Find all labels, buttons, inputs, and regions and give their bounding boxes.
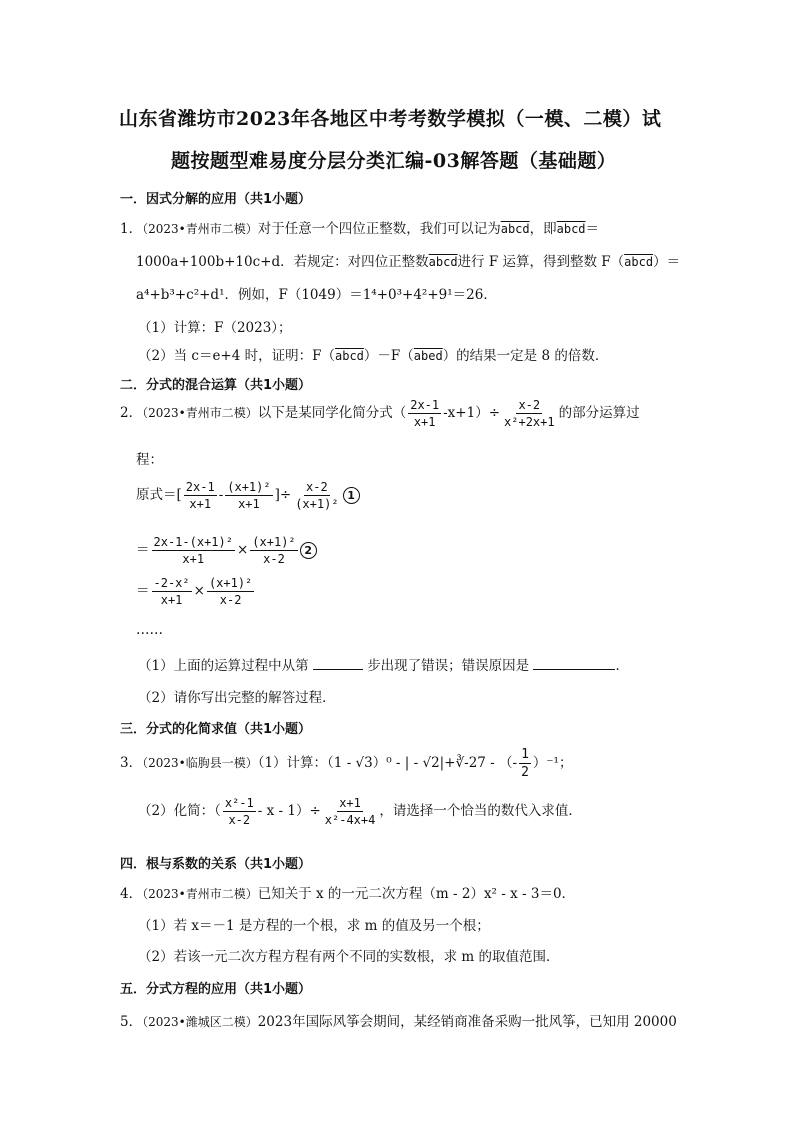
fraction bbox=[323, 796, 378, 827]
question-text: ）⁻¹； bbox=[532, 755, 573, 771]
page-title-line2: 题按题型难易度分层分类汇编-03解答题（基础题） bbox=[171, 150, 617, 172]
numerator: 2x-1 bbox=[410, 398, 440, 412]
section-heading-5: 五．分式方程的应用（共1小题） bbox=[120, 982, 312, 997]
question-text: ，即 bbox=[529, 221, 557, 237]
step-0 bbox=[136, 480, 360, 511]
step-text: - bbox=[218, 487, 224, 503]
overline-abcd: abcd bbox=[556, 222, 586, 236]
question-source: （2023•潍城区二模） bbox=[142, 1015, 258, 1029]
question-1-line2 bbox=[136, 250, 680, 270]
denominator: (x+1)² bbox=[295, 497, 339, 511]
circled-marker-1: 1 bbox=[343, 487, 360, 504]
numerator: (x+1)² bbox=[208, 576, 253, 590]
ellipsis: …… bbox=[136, 622, 163, 638]
step-text: 原式＝[ bbox=[136, 487, 182, 503]
fraction bbox=[225, 480, 272, 511]
circled-marker-2: 2 bbox=[300, 542, 317, 559]
question-text: （1）上面的运算过程中从第 bbox=[138, 658, 309, 674]
question-4-sub2: （2）若该一元二次方程方程有两个不同的实数根，求 m 的取值范围． bbox=[138, 949, 560, 965]
denominator: 2 bbox=[521, 765, 529, 780]
question-text: 的部分运算过 bbox=[558, 405, 640, 421]
fraction bbox=[152, 576, 192, 607]
question-text: （2）当 c＝e+4 时，证明：F（ bbox=[138, 348, 335, 364]
fraction bbox=[184, 480, 217, 511]
denominator: x-2 bbox=[228, 813, 251, 827]
numerator: 2x-1 bbox=[185, 480, 215, 494]
section-heading-3: 三．分式的化简求值（共1小题） bbox=[120, 722, 312, 737]
question-3-sub2 bbox=[138, 796, 582, 827]
question-number: 1． bbox=[120, 221, 143, 237]
denominator: x²+2x+1 bbox=[504, 415, 555, 429]
denominator: x+1 bbox=[189, 497, 212, 511]
overline-abcd: abcd bbox=[428, 255, 458, 269]
numerator: 2x-1-(x+1)² bbox=[153, 535, 233, 549]
question-number: 3． bbox=[120, 755, 143, 771]
question-2-line1 bbox=[120, 398, 640, 429]
numerator: x²-1 bbox=[224, 796, 254, 810]
question-number: 5． bbox=[120, 1014, 143, 1030]
question-3-line1 bbox=[120, 747, 572, 780]
fraction bbox=[502, 398, 557, 429]
numerator: x-2 bbox=[306, 480, 328, 494]
question-text: -x+1）÷ bbox=[443, 405, 501, 421]
question-text: - x - 1）÷ bbox=[257, 803, 321, 819]
question-number: 4． bbox=[120, 886, 143, 902]
question-text: ）的结果一定是 8 的倍数． bbox=[442, 348, 609, 364]
question-text: ）＝ bbox=[653, 254, 681, 270]
overline-abcd: abcd bbox=[335, 349, 364, 363]
question-5-line1 bbox=[120, 1010, 677, 1030]
question-number: 2． bbox=[120, 405, 143, 421]
denominator: x+1 bbox=[413, 415, 436, 429]
denominator: x-2 bbox=[219, 593, 242, 607]
question-1-line3: a⁴+b³+c²+d¹．例如，F（1049）＝1⁴+0³+4²+9¹＝26． bbox=[136, 287, 497, 303]
denominator: x+1 bbox=[160, 593, 183, 607]
question-text: 2023年国际风筝会期间，某经销商准备采购一批风筝，已知用 20000 bbox=[257, 1014, 677, 1030]
question-text: ）－F（ bbox=[363, 348, 414, 364]
numerator: 1 bbox=[521, 747, 529, 762]
question-text: 对于任意一个四位正整数，我们可以记为 bbox=[257, 221, 501, 237]
fraction bbox=[293, 480, 340, 511]
denominator: x+1 bbox=[182, 552, 205, 566]
question-text: 已知关于 x 的一元二次方程（m - 2）x² - x - 3＝0． bbox=[257, 886, 576, 902]
question-1-line1 bbox=[120, 217, 599, 237]
answer-blank-reason[interactable] bbox=[533, 669, 615, 670]
step-text: × bbox=[236, 542, 249, 558]
section-heading-4: 四．根与系数的关系（共1小题） bbox=[120, 857, 312, 872]
fraction bbox=[408, 398, 441, 429]
question-2-line2: 程： bbox=[136, 452, 163, 468]
question-4-line1 bbox=[120, 882, 575, 902]
question-text: （1）计算：（1 - √3）⁰ - | - √2|+∛-27 - （- bbox=[257, 755, 518, 771]
question-2-sub2: （2）请你写出完整的解答过程． bbox=[138, 690, 336, 706]
step-text: ]÷ bbox=[274, 487, 292, 503]
denominator: x²-4x+4 bbox=[324, 813, 376, 827]
step-text: ＝ bbox=[136, 542, 150, 558]
overline-abcd: abcd bbox=[500, 222, 530, 236]
fraction bbox=[519, 747, 531, 780]
question-text: ＝ bbox=[585, 221, 600, 237]
question-1-sub2 bbox=[138, 344, 608, 364]
section-heading-2: 二．分式的混合运算（共1小题） bbox=[120, 378, 312, 393]
step-text: ＝ bbox=[136, 583, 150, 599]
fraction bbox=[250, 535, 297, 566]
page-title-line1: 山东省潍坊市2023年各地区中考考数学模拟（一模、二模）试 bbox=[119, 108, 662, 130]
fraction bbox=[207, 576, 254, 607]
question-text: 以下是某同学化简分式（ bbox=[257, 405, 407, 421]
step-text: × bbox=[193, 583, 205, 599]
question-text: 步出现了错误；错误原因是 bbox=[367, 658, 530, 674]
step-1 bbox=[136, 535, 317, 566]
answer-blank-step[interactable] bbox=[313, 669, 363, 670]
numerator: x+1 bbox=[339, 796, 361, 810]
denominator: x-2 bbox=[263, 552, 285, 566]
question-4-sub1: （1）若 x＝－1 是方程的一个根，求 m 的值及另一个根； bbox=[138, 918, 490, 934]
question-text: 1000a+100b+10c+d．若规定：对四位正整数 bbox=[136, 254, 429, 270]
fraction bbox=[223, 796, 256, 827]
fraction bbox=[152, 535, 235, 566]
overline-abcd: abcd bbox=[624, 255, 654, 269]
question-2-sub1 bbox=[138, 654, 629, 674]
step-2 bbox=[136, 576, 256, 607]
question-source: （2023•青州市二模） bbox=[142, 222, 258, 236]
question-text: 进行 F 运算，得到整数 F（ bbox=[457, 254, 625, 270]
denominator: x+1 bbox=[238, 497, 260, 511]
question-source: （2023•青州市二模） bbox=[142, 887, 258, 901]
question-source: （2023•青州市二模） bbox=[142, 406, 258, 420]
question-1-sub1: （1）计算：F（2023）； bbox=[138, 320, 292, 336]
question-text: ，请选择一个恰当的数代入求值． bbox=[379, 803, 582, 819]
question-source: （2023•临朐县一模） bbox=[142, 756, 258, 770]
numerator: (x+1)² bbox=[227, 480, 271, 494]
question-text: ． bbox=[615, 658, 629, 674]
numerator: (x+1)² bbox=[252, 535, 296, 549]
numerator: -2-x² bbox=[153, 576, 190, 590]
section-heading-1: 一．因式分解的应用（共1小题） bbox=[120, 192, 312, 207]
question-text: （2）化简：（ bbox=[138, 803, 221, 819]
numerator: x-2 bbox=[518, 398, 541, 412]
overline-abed: abed bbox=[413, 349, 443, 363]
